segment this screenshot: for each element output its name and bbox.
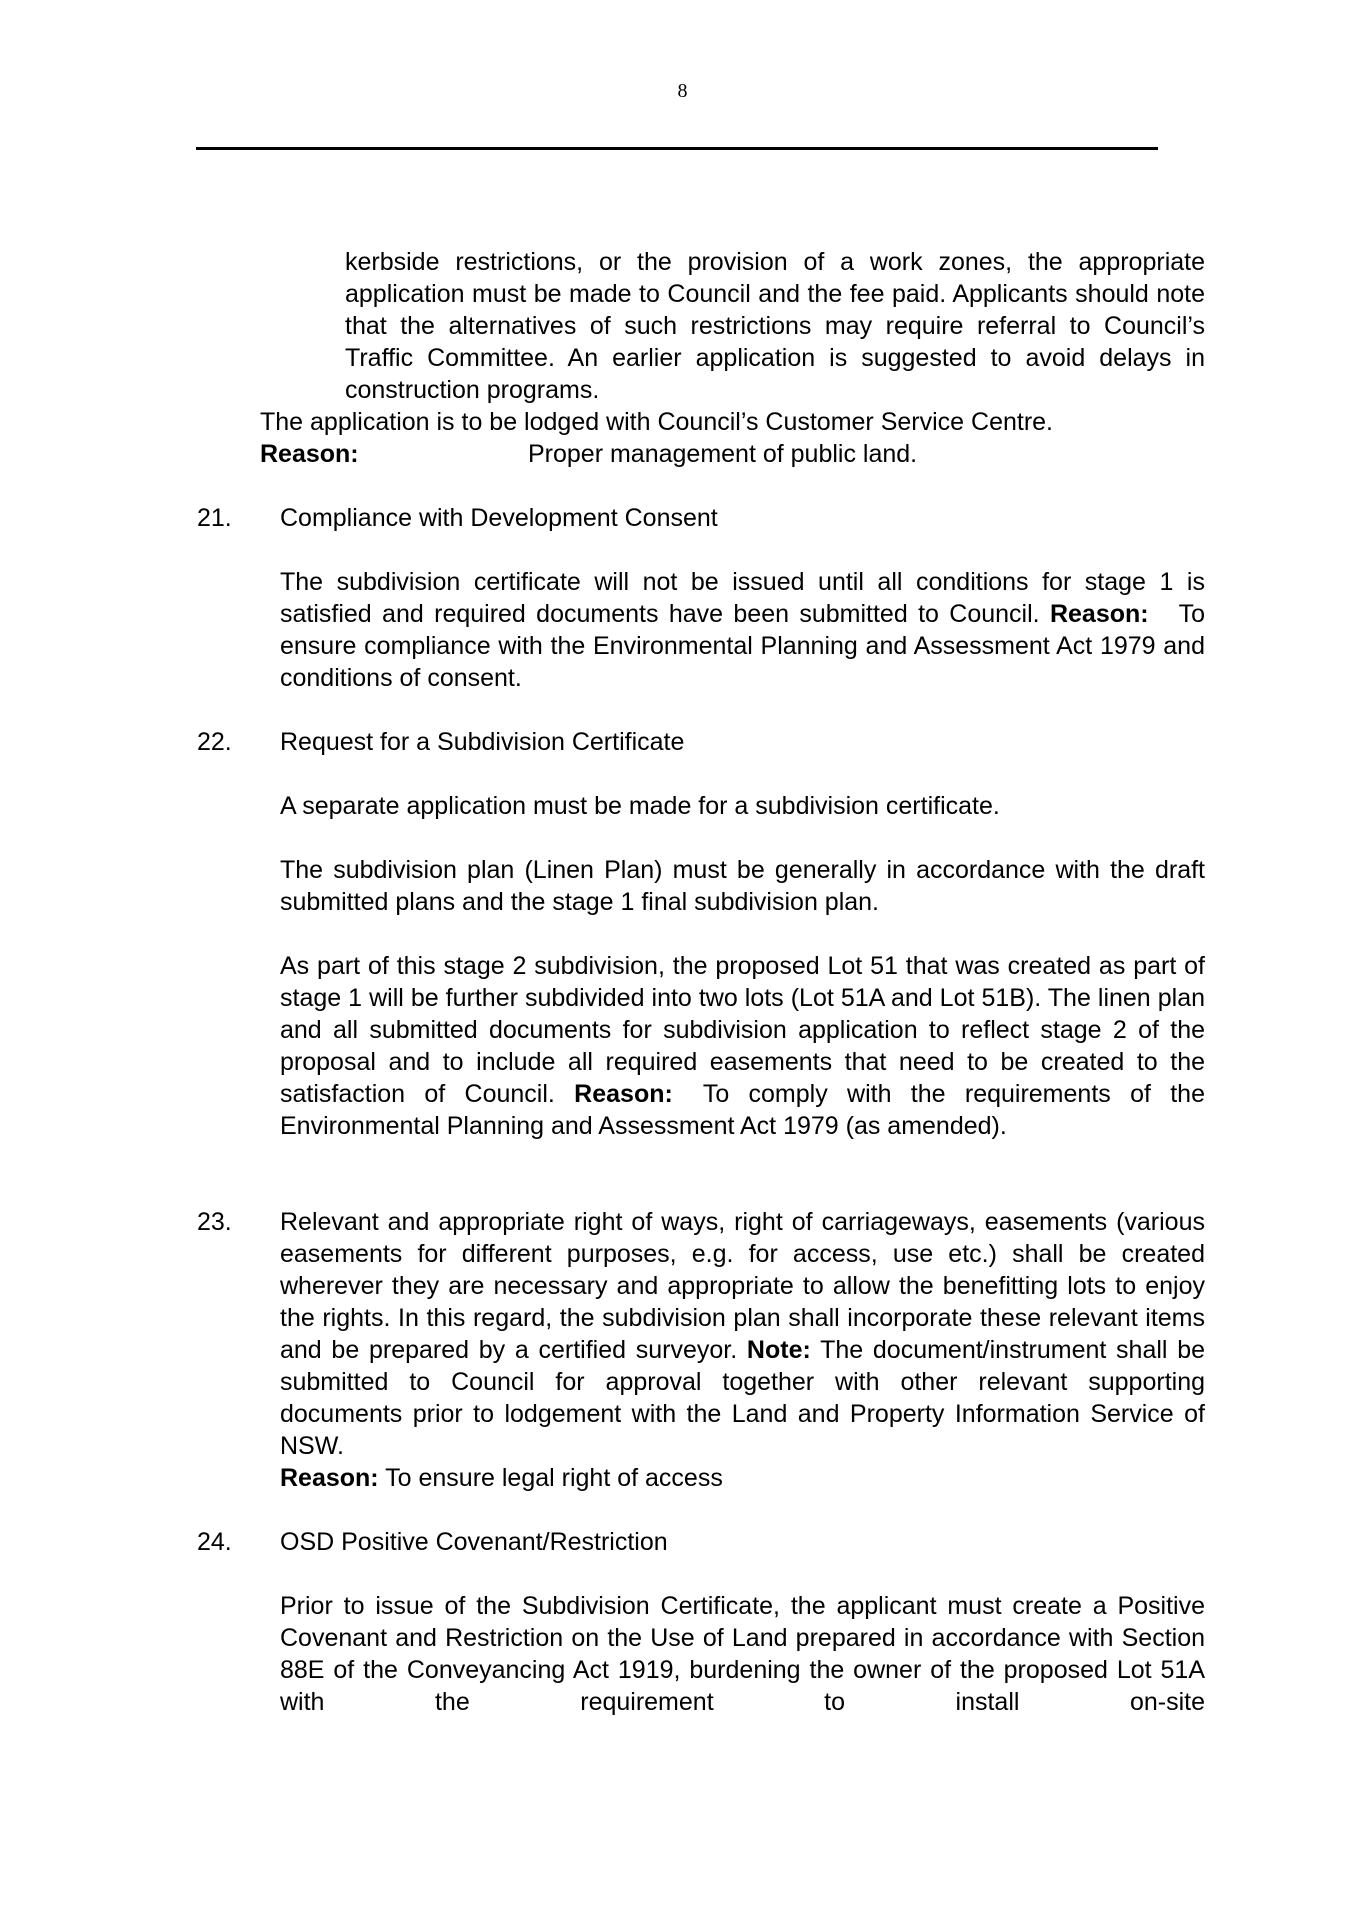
condition-21-number: 21.: [197, 504, 232, 532]
note-label: Note:: [746, 1336, 811, 1364]
condition-22-title: Request for a Subdivision Certificate: [280, 728, 685, 756]
condition-22-para-3: [280, 950, 1205, 1142]
condition-21-body: [280, 566, 1205, 694]
reason-text: To ensure legal right of access: [385, 1464, 723, 1492]
condition-23-text: Relevant and appropriate right of ways, right of carriageways, easements (various easements for different purposes, e.g. for access, use etc.) shall be created wherever they are necessary and appropriate to allow the benefitting lots to enjoy the rights. In this regard, the subdivision plan shall incorporate these relevant items and be prepared by a certified surveyor.: [280, 1208, 1205, 1364]
condition-22-para-1: A separate application must be made for a subdivision certificate.: [280, 792, 1000, 820]
condition-24-title: OSD Positive Covenant/Restriction: [280, 1528, 668, 1556]
note-text: The document/instrument shall be submitted to Council for approval together with other relevant supporting documents prior to lodgement with the Land and Property Information Service of NSW.: [280, 1336, 1206, 1460]
reason-label: Reason:: [260, 440, 359, 468]
condition-24-body: Prior to issue of the Subdivision Certificate, the applicant must create a Positive Covenant and Restriction on the Use of Land prepared in accordance with Section 88E of the Conveyancing Act 1919, burdening the owner of the proposed Lot 51A with the requirement to install on-site: [280, 1592, 1205, 1716]
reason-text: To ensure compliance with the Environmental Planning and Assessment Act 1979 and conditions of consent.: [280, 600, 1205, 692]
condition-23-body: [280, 1206, 1205, 1494]
reason-label: Reason:: [574, 1080, 673, 1108]
condition-21-title: Compliance with Development Consent: [280, 504, 718, 532]
condition-22-text: As part of this stage 2 subdivision, the proposed Lot 51 that was created as part of stage 1 will be further subdivided into two lots (Lot 51A and Lot 51B). The linen plan and all submitted documents for subdivision application to reflect stage 2 of the proposal and to include all required easements that need to be created to the satisfaction of Council.: [280, 952, 1205, 1108]
condition-22-para-2: The subdivision plan (Linen Plan) must be generally in accordance with the draft submitted plans and the stage 1 final subdivision plan.: [280, 856, 1205, 916]
reason-label: Reason:: [280, 1464, 379, 1492]
condition-22-number: 22.: [197, 728, 232, 756]
reason-text: To comply with the requirements of the Environmental Planning and Assessment Act 1979 (as amended).: [280, 1080, 1205, 1140]
continuation-paragraph: kerbside restrictions, or the provision of a work zones, the appropriate application must be made to Council and the fee paid. Applicants should note that the alternatives of such restrictions may require referral to Council’s Traffic Committee. An earlier application is suggested to avoid delays in construction programs.: [345, 248, 1205, 404]
header-rule: [196, 147, 1158, 150]
reason-label: Reason:: [1049, 600, 1149, 628]
condition-24-number: 24.: [197, 1528, 232, 1556]
condition-23-number: 23.: [197, 1208, 232, 1236]
continuation-reason: [260, 438, 917, 470]
page-number: 8: [677, 80, 688, 102]
reason-text: Proper management of public land.: [528, 440, 918, 468]
condition-21-text: The subdivision certificate will not be issued until all conditions for stage 1 is satisfied and required documents have been submitted to Council.: [280, 568, 1205, 628]
lodge-line: The application is to be lodged with Council’s Customer Service Centre.: [260, 408, 1053, 436]
